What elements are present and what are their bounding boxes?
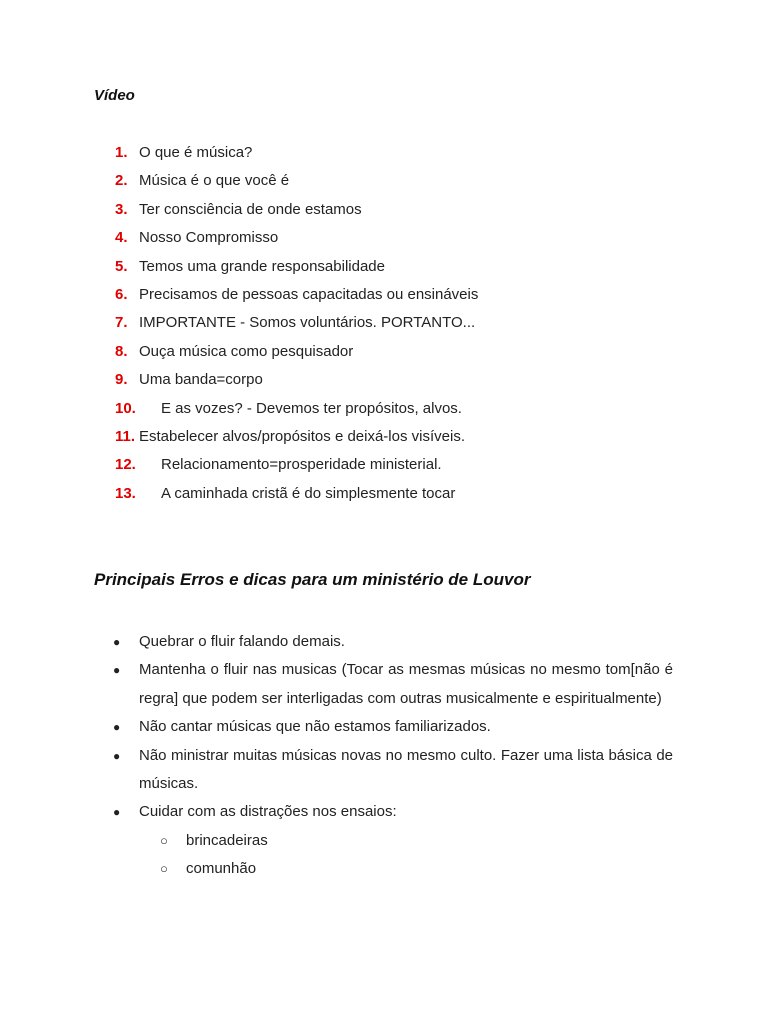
list-number: 13. bbox=[115, 484, 136, 502]
list-item-text: Música é o que você é bbox=[139, 172, 290, 190]
list-item bbox=[0, 370, 768, 398]
list-number: 3. bbox=[115, 200, 128, 218]
list-item bbox=[0, 228, 768, 256]
list-item-text: Precisamos de pessoas capacitadas ou ensináveis bbox=[139, 285, 479, 303]
list-number: 5. bbox=[115, 257, 128, 275]
list-number: 10. bbox=[115, 399, 136, 417]
list-item-text: Cuidar com as distrações nos ensaios: bbox=[139, 803, 397, 821]
sub-list-item-text: comunhão bbox=[186, 860, 257, 878]
list-item bbox=[0, 143, 768, 171]
list-item-text: A caminhada cristã é do simplesmente tocar bbox=[161, 484, 456, 502]
list-item-text: Quebrar o fluir falando demais. bbox=[139, 633, 345, 650]
sub-list-item bbox=[0, 855, 768, 883]
circle-bullet-icon: ○ bbox=[160, 861, 168, 877]
list-item bbox=[0, 257, 768, 285]
bullet-icon: ● bbox=[113, 720, 121, 735]
sub-bullet-list bbox=[0, 827, 768, 884]
list-item bbox=[0, 342, 768, 370]
list-number: 2. bbox=[115, 172, 128, 190]
list-item bbox=[0, 713, 768, 741]
list-item bbox=[0, 427, 768, 455]
list-number: 12. bbox=[115, 456, 136, 474]
video-numbered-list bbox=[0, 143, 768, 512]
list-item bbox=[0, 628, 768, 656]
list-item bbox=[0, 798, 768, 883]
list-item bbox=[0, 484, 768, 512]
list-item-text: Temos uma grande responsabilidade bbox=[139, 257, 385, 275]
list-number: 9. bbox=[115, 371, 128, 389]
list-item-text: Ouça música como pesquisador bbox=[139, 342, 354, 360]
list-number: 4. bbox=[115, 229, 128, 247]
list-item-text: Não ministrar muitas músicas novas no mesmo culto. Fazer uma lista básica de músicas. bbox=[139, 746, 673, 793]
bullet-icon: ● bbox=[113, 635, 121, 649]
circle-bullet-icon: ○ bbox=[160, 832, 168, 848]
list-number: 8. bbox=[115, 342, 128, 360]
list-item bbox=[0, 742, 768, 799]
list-item-text: Ter consciência de onde estamos bbox=[139, 200, 362, 218]
list-item-text: Uma banda=corpo bbox=[139, 371, 263, 389]
bullet-icon: ● bbox=[113, 663, 121, 678]
list-item bbox=[0, 285, 768, 313]
list-item-text: Relacionamento=prosperidade ministerial. bbox=[161, 456, 442, 474]
list-item-text: Não cantar músicas que não estamos familiarizados. bbox=[139, 718, 491, 736]
list-number: 1. bbox=[115, 144, 128, 161]
list-item bbox=[0, 656, 768, 713]
list-number: 6. bbox=[115, 285, 128, 303]
list-item bbox=[0, 200, 768, 228]
video-section-title: Vídeo bbox=[94, 87, 135, 104]
list-item-text: Estabelecer alvos/propósitos e deixá-los visíveis. bbox=[139, 427, 465, 445]
list-item-text: Mantenha o fluir nas musicas (Tocar as mesmas músicas no mesmo tom[não é regra] que podem ser interligadas com outras musicalmente e espiritualmente) bbox=[139, 661, 673, 707]
list-item-text: IMPORTANTE - Somos voluntários. PORTANTO... bbox=[139, 314, 476, 332]
list-item bbox=[0, 399, 768, 427]
list-item bbox=[0, 313, 768, 341]
erros-section-title: Principais Erros e dicas para um ministério de Louvor bbox=[94, 570, 531, 589]
list-item bbox=[0, 171, 768, 199]
list-item-text: Nosso Compromisso bbox=[139, 229, 279, 247]
bullet-icon: ● bbox=[113, 748, 121, 763]
sub-list-item-text: brincadeiras bbox=[186, 831, 268, 849]
list-item-text: E as vozes? - Devemos ter propósitos, alvos. bbox=[161, 399, 462, 417]
erros-bullet-list bbox=[0, 628, 768, 884]
list-number: 7. bbox=[115, 314, 128, 332]
list-item bbox=[0, 455, 768, 483]
bullet-icon: ● bbox=[113, 805, 121, 820]
sub-list-item bbox=[0, 827, 768, 855]
list-item-text: O que é música? bbox=[139, 144, 253, 161]
list-number: 11. bbox=[115, 427, 136, 445]
